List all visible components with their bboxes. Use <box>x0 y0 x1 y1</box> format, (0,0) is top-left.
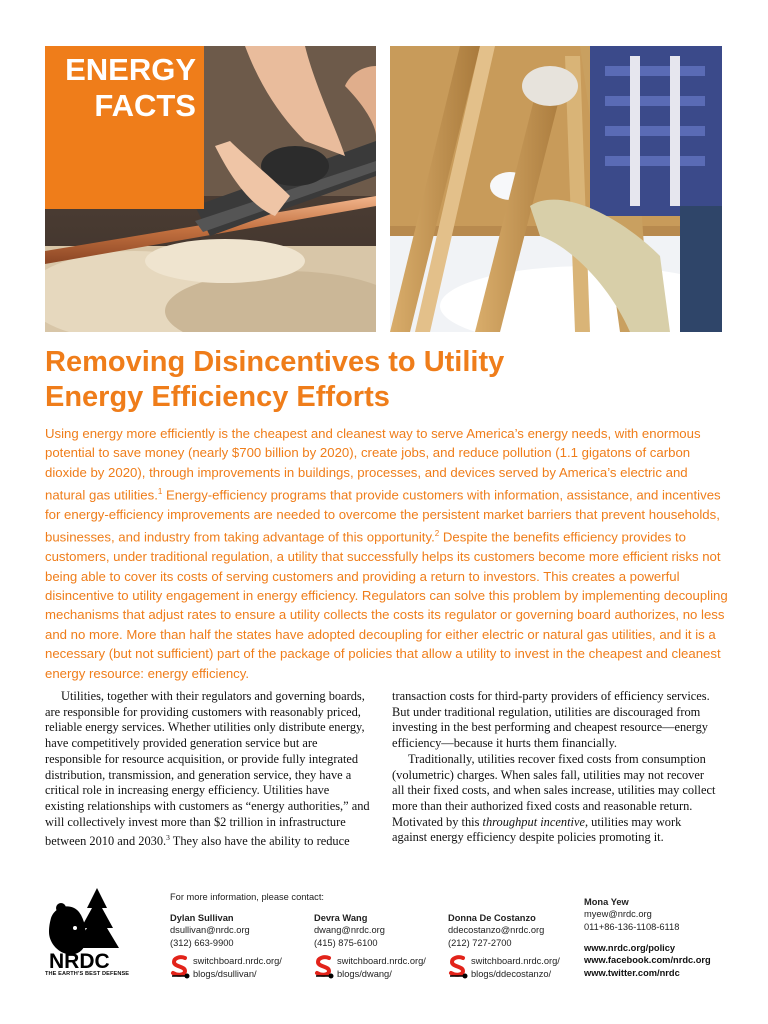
blog-url-line-2: blogs/ddecostanzo/ <box>471 968 552 979</box>
switchboard-s-icon <box>448 955 468 981</box>
contact-blog-link[interactable] <box>170 955 282 981</box>
contact-name: Dylan Sullivan <box>170 913 234 923</box>
bear-tree-logo-icon <box>45 888 135 980</box>
contact-card <box>170 912 282 981</box>
contact-card-mona <box>584 896 679 933</box>
contact-phone: (312) 663-9900 <box>170 937 234 948</box>
link-facebook[interactable]: www.facebook.com/nrdc.org <box>584 955 711 966</box>
footnote-ref-2: 2 <box>434 529 440 539</box>
left-paragraph-text: Utilities, together with their regulators and governing boards, are responsible for providing customers with reasonably priced, reliable energy services. Whether utilities only distribute energy, have competitively provided generation service but are responsible for resource acquisition, or provide fully integrated distribution, transmission, and generation service, they have a critical role in increasing energy efficiency. Utilities have existing relationships with customers as “energy authorities,” and will collectively invest more than $2 trillion in infrastructure between 2010 and 2030. <box>45 689 370 849</box>
contact-card <box>448 912 560 981</box>
left-paragraph-end: They also have the ability to reduce <box>169 834 350 849</box>
right-paragraph-2-emphasis: throughput incentive <box>482 814 585 829</box>
blog-url-line-2: blogs/dsullivan/ <box>193 968 257 979</box>
intro-text-2: Energy-efficiency programs that provide customers with information, assistance, and incentives for energy-efficiency improvements are needed to overcome the persistent market barriers that prevent households, businesses, and industry from taking advantage of this opportunity. <box>45 487 721 545</box>
intro-paragraph <box>45 424 728 683</box>
contact-email[interactable]: myew@nrdc.org <box>584 909 652 920</box>
body-column-right <box>392 689 717 846</box>
contact-phone: 011+86-136-1108-6118 <box>584 921 680 932</box>
contact-name: Donna De Costanzo <box>448 913 536 923</box>
footnote-ref-3: 3 <box>166 833 170 843</box>
right-paragraph-2-text-b: , utilities may work against energy efficiency despite policies promoting it. <box>392 814 682 845</box>
blog-url-line-1: switchboard.nrdc.org/ <box>471 956 560 967</box>
blog-url-line-1: switchboard.nrdc.org/ <box>337 956 426 967</box>
energy-facts-badge <box>45 46 204 209</box>
right-paragraph-1: transaction costs for third-party providers of efficiency services. But under traditional regulation, utilities are discouraged from investing in the best performing and cheapest resource—energy efficiency—because it hurts them financially. <box>392 689 710 751</box>
blog-url-line-2: blogs/dwang/ <box>337 968 392 979</box>
blog-url-line-1: switchboard.nrdc.org/ <box>193 956 282 967</box>
badge-line-1: ENERGY <box>65 52 196 87</box>
contact-card <box>314 912 426 981</box>
link-twitter[interactable]: www.twitter.com/nrdc <box>584 967 680 978</box>
switchboard-s-icon <box>314 955 334 981</box>
contact-name: Devra Wang <box>314 913 368 923</box>
contact-email[interactable]: ddecostanzo@nrdc.org <box>448 925 545 936</box>
contact-blog-link[interactable] <box>448 955 560 981</box>
title-line-2: Energy Efficiency Efforts <box>45 381 390 413</box>
contact-phone: (415) 875-6100 <box>314 937 378 948</box>
photo-attic-insulation <box>390 46 722 332</box>
contact-blog-link[interactable] <box>314 955 426 981</box>
contact-phone: (212) 727-2700 <box>448 937 512 948</box>
right-paragraph-2-text-a: Traditionally, utilities recover fixed costs from consumption (volumetric) charges. When sales fall, utilities may not recover all their fixed costs, and when sales increase, utilities may collect more than their authorized fixed costs and reasonable return. Motivated by this <box>392 751 716 829</box>
intro-text-3: Despite the benefits efficiency provides to customers, under traditional regulation, a utility that successfully helps its customers become more efficient risks not being able to cover its costs of serving customers and providing a return to investors. This creates a powerful disincentive to utility engagement in energy efficiency. Regulators can solve this problem by implementing decoupling mechanisms that adjust rates to ensure a utility collects the costs its regulator or governing board authorizes, no less and no more. More than half the states have adopted decoupling for either electric or natural gas utilities, and it is a necessary (but not sufficient) part of the package of policies that allow a utility to invest in the cheapest and cleanest energy resource: energy efficiency. <box>45 529 728 681</box>
contact-name: Mona Yew <box>584 897 629 907</box>
badge-line-2: FACTS <box>94 88 196 123</box>
logo-tagline: THE EARTH’S BEST DEFENSE <box>45 971 130 977</box>
intro-text-1: Using energy more efficiently is the cheapest and cleanest way to serve America’s energy needs, with enormous potential to save money (nearly $700 billion by 2020), create jobs, and reduce pollution (1.1 gigatons of carbon dioxide by 2020), through improvements in buildings, processes, and devices served by America’s electric and natural gas utilities. <box>45 426 701 503</box>
contact-email[interactable]: dsullivan@nrdc.org <box>170 925 250 936</box>
switchboard-s-icon <box>170 955 190 981</box>
body-column-left <box>45 689 370 850</box>
contact-email[interactable]: dwang@nrdc.org <box>314 925 385 936</box>
right-paragraph-2 <box>392 752 717 846</box>
web-links <box>584 942 711 979</box>
contact-label: For more information, please contact: <box>170 892 324 902</box>
logo-wordmark: NRDC <box>49 950 110 973</box>
title-line-1: Removing Disincentives to Utility <box>45 346 505 378</box>
footnote-ref-1: 1 <box>157 487 163 497</box>
page-title <box>45 345 725 415</box>
link-policy[interactable]: www.nrdc.org/policy <box>584 943 676 953</box>
